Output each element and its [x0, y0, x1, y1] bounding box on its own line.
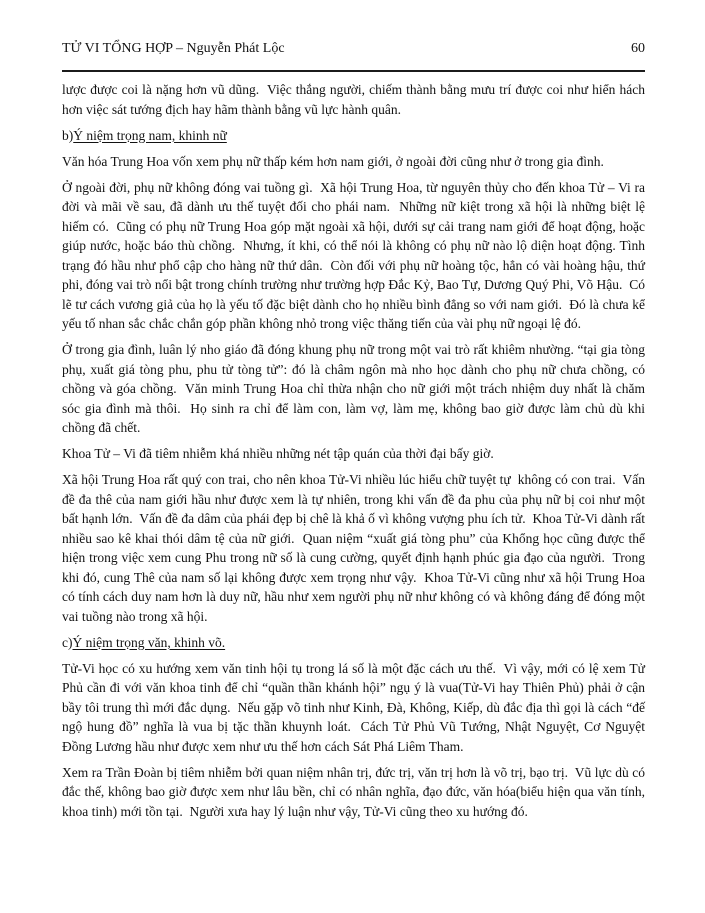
- page-body: [62, 80, 649, 821]
- heading-b-prefix: b): [62, 127, 74, 143]
- heading-c-label: Ý niệm trọng văn, khinh võ.: [72, 634, 226, 650]
- header-divider: [62, 70, 645, 72]
- heading-b-label: Ý niệm trọng nam, khinh nữ: [73, 127, 227, 143]
- page-number: 60: [631, 41, 645, 56]
- running-header: [62, 40, 645, 57]
- paragraph-b3: Ở trong gia đình, luân lý nho giáo đã đóng khung phụ nữ trong một vai trò rất khiêm nhường. “tại gia tòng phụ, xuất giá tòng phu, phu tử tòng tử”: đó là châm ngôn mà nho học dành cho phụ nữ chưa chồng, có chồng và góa chồng. Văn minh Trung Hoa chỉ thừa nhận cho nữ giới một trách nhiệm duy nhất là chăm sóc gia đình mà thôi. Họ sinh ra chỉ để làm con, làm vợ, làm mẹ, không bao giờ được làm chủ dù khi chồng đã chết.: [62, 342, 649, 435]
- paragraph-b1: Văn hóa Trung Hoa vốn xem phụ nữ thấp kém hơn nam giới, ở ngoài đời cũng như ở trong gia đình.: [62, 153, 604, 169]
- heading-c-prefix: c): [62, 634, 73, 650]
- section-heading-b: [62, 126, 645, 146]
- paragraph-c2: Xem ra Trần Đoàn bị tiêm nhiễm bởi quan niệm nhân trị, đức trị, văn trị hơn là võ trị, bạo trị. Vũ lực dù có đắc thế, không bao giờ được xem như lâu bền, chỉ có nhân nghĩa, đạo đức, văn hóa(biểu hiện qua văn tính, khoa tinh) mới tồn tại. Người xưa hay lý luận như vậy, Tử-Vi cũng theo xu hướng đó.: [62, 764, 649, 819]
- book-title: TỬ VI TỔNG HỢP – Nguyễn Phát Lộc: [62, 41, 285, 56]
- section-heading-c: [62, 633, 645, 653]
- paragraph-c1: Tử-Vi học có xu hướng xem văn tinh hội tụ trong lá số là một đặc cách ưu thế. Vì vậy, mới có lệ xem Tử Phủ cần đi với văn khoa tinh để chỉ “quần thần khánh hội” ngụ ý là vua(Tử-Vi hay Thiên Phủ) phải ở cận bầy tôi trung thì mới đắc dụng. Nếu gặp võ tinh như Kinh, Đà, Không, Kiếp, dù đắc địa thì gọi là cách “đế ngộ hung đồ” nghĩa là vua bị tặc thần khuynh loát. Cách Tử Phủ Vũ Tướng, Nhật Nguyệt, Cơ Nguyệt Đồng Lương hầu như được xem như ưu thế hơn cách Sát Phá Liêm Tham.: [62, 660, 649, 754]
- paragraph-b5: Xã hội Trung Hoa rất quý con trai, cho nên khoa Tử-Vi nhiều lúc hiểu chữ tuyệt tự không có con trai. Vấn đề đa thê của nam giới hầu như được xem là tự nhiên, trong khi vấn đề đa phu của phụ nữ bị coi như một bất hạnh lớn. Vấn đề đa dâm của phái đẹp bị chê là khả ố vì không vượng phu ích tử. Khoa Tử-Vi dành rất nhiều sao kê khai thói dâm tệ của nữ giới. Quan niệm “xuất giá tòng phu” của Khổng học cũng được thể hiện trong việc xem cung Phu trong nữ số là cung cường, quyết định hạnh phúc gia đạo của người. Trong khi đó, cung Thê của nam số lại không được xem trọng như vậy. Khoa Tử-Vi cũng như xã hội Trung Hoa có tính cách duy nam hơn là duy nữ, hầu như xem người phụ nữ như không có và không đáng để đóng một vai tuồng nào trong xã hội.: [62, 472, 649, 624]
- paragraph-b4: Khoa Tử – Vi đã tiêm nhiễm khá nhiều những nét tập quán của thời đại bấy giờ.: [62, 446, 494, 461]
- paragraph-b2: Ở ngoài đời, phụ nữ không đóng vai tuồng gì. Xã hội Trung Hoa, từ nguyên thủy cho đến khoa Tử – Vi ra đời và mãi về sau, đã dành ưu thế tuyệt đối cho phái nam. Những nữ kiệt trong xã hội là những biệt lệ hiếm có. Cũng có phụ nữ Trung Hoa góp mặt ngoài xã hội, dưới sự cải trang nam giới để hoạt động, hoặc giúp nước, hoặc báo thù chồng. Nhưng, ít khi, có thể nói là không có phụ nữ nào lộ diện hoạt động. Tình trạng đó hầu như phổ cập cho hàng nữ thứ dân. Còn đối với phụ nữ hoàng tộc, hẳn có vài hoàng hậu, thứ phi, đóng vai trò nổi bật trong chính trường như trường hợp Đắc Kỷ, Bao Tự, Dương Quý Phi, Võ Hậu. Có lẽ tư cách vương giả của họ là yếu tố đặc biệt dành cho họ nhiều bình đẳng so với nam giới. Đó là chưa kể yếu tố nhan sắc chắc chắn góp phần không nhỏ trong việc thăng tiến của vài phụ nữ ngoại lệ đó.: [62, 179, 649, 331]
- paragraph-intro: lược được coi là nặng hơn vũ dũng. Việc thắng người, chiếm thành bằng mưu trí được coi như hiển hách hơn việc sát tướng địch hay hãm thành bằng vũ lực hành quân.: [62, 82, 649, 117]
